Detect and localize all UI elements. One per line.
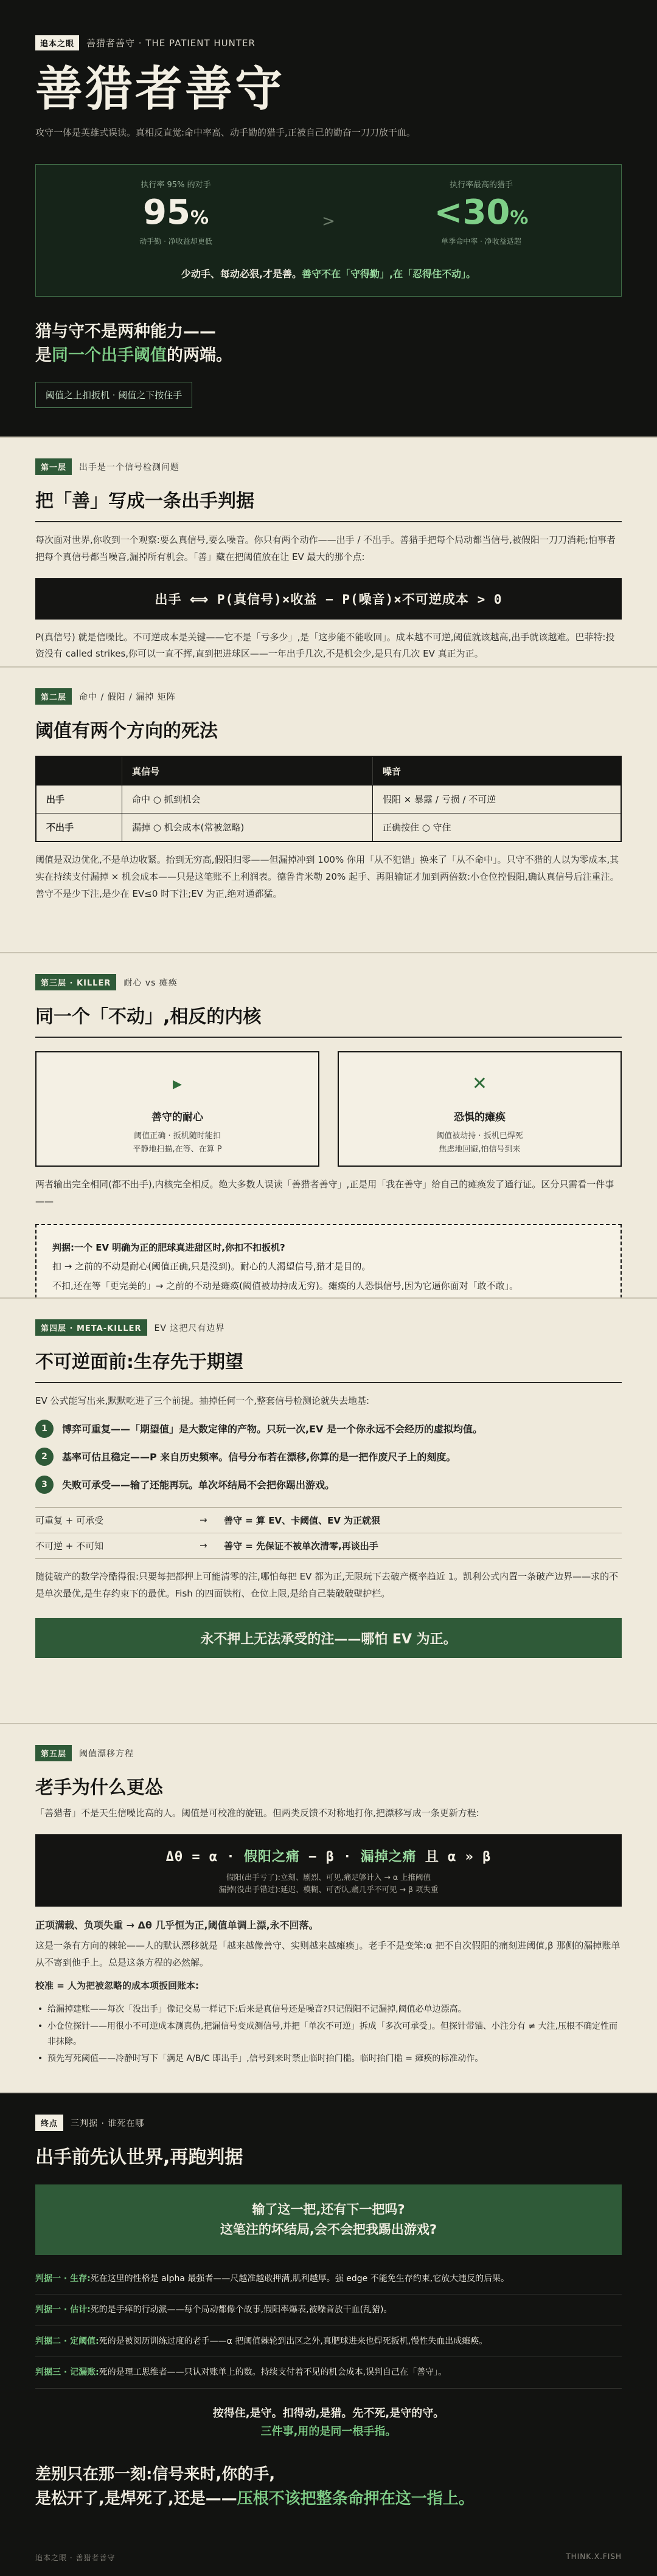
section-5-header [35,1724,622,1761]
hero-subtitle: 攻守一体是英雄式误读。真相反直觉:命中率高、动手勤的猎手,正被自己的勤奋一刀刀放干血。 [35,126,415,138]
table-cell: 漏掉 ○ 机会成本(常被忽略) [122,813,372,841]
series-tag: 追本之眼 [35,35,79,50]
formula-explanation: 假阳(出手亏了):立刻、剧烈、可见,痛足够计入 → α 上推阈值 漏掉(没出手错过):延迟、模糊、可否认,痛几乎不可见 → β 项失重 [218,1872,439,1894]
card-description: 阈值正确 · 扳机随时能扣 平静地扫描,在等、在算 P [133,1131,222,1155]
cross-icon: ✕ [471,1073,488,1094]
section-3 [0,952,657,1297]
criterion-question: 判据:一个 EV 明确为正的肥球真进甜区时,你扣不扣扳机? [52,1241,285,1253]
section-kicker: EV 这把尺有边界 [154,1323,225,1333]
row-label: 出手 [46,794,65,805]
verdict-list [35,2263,622,2389]
table-cell: 假阳 × 暴露 / 亏损 / 不可逆 [372,786,620,813]
card-description: 阈值被劫持 · 扳机已焊死 焦虑地回避,怕信号到来 [436,1131,523,1155]
threshold-summary-button[interactable]: 阈值之上扣扳机 · 阈值之下按住手 [35,382,192,408]
stat-left-note: 动手勤 · 净收益却更低 [139,237,212,246]
stat-left-value: 95% [143,192,209,232]
threshold-drift-formula [35,1834,622,1907]
list-item: 1 博弈可重复——「期望值」是大数定律的产物。只玩一次,EV 是一个你永远不会经历的虚拟均值。 [35,1420,622,1438]
table-corner [36,757,122,785]
final-section [0,2093,657,2576]
list-heading: 校准 = 人为把被忽略的成本项扳回账本: [35,1980,200,1991]
section-title: 出手前先认世界,再跑判据 [35,2147,243,2168]
verdict-item: 判据二 · 定阈值:死的是被阅历训练过度的老手——α 把阈值棘轮到出区之外,真肥球进来也焊死扳机,慢性失血出成瘫痪。 [35,2326,622,2357]
key-takeaway-banner: 永不押上无法承受的注——哪怕 EV 为正。 [35,1618,622,1658]
table-cell: 正确按住 ○ 守住 [372,813,620,841]
hero-section [0,0,657,437]
paragraph: 随徒破产的数学冷酷得很:只要每把都押上可能清零的注,哪怕每把 EV 都为正,无限玩下去破产概率趋近 1。凯利公式内置一条破产边界——求的不是单次最优,是生存约束下的最优。Fish 的四面铁桁、仓位上限,是给自己装破破壁护栏。 [35,1570,619,1599]
section-5 [0,1723,657,2093]
divider [35,1382,622,1383]
section-4 [0,1297,657,1723]
verdict-item: 判据三 · 记漏账:死的是理工思维者——只认对账单上的数。持续支付着不见的机会成本,误判自己在「善守」。 [35,2357,622,2388]
section-title: 同一个「不动」,相反的内核 [35,1006,262,1027]
divider [35,1037,622,1038]
fire-rule-formula: 出手 ⟺ P(真信号)×收益 − P(噪音)×不可逆成本 > 0 [35,578,622,620]
play-icon: ▸ [172,1073,182,1094]
section-title: 阈值有两个方向的死法 [35,720,218,742]
formula-main: Δθ = α · 假阳之痛 − β · 漏掉之痛 且 α » β [165,1849,492,1865]
section-chip: 第一层 [35,458,72,475]
table-row [36,785,620,813]
section-title: 不可逆面前:生存先于期望 [35,1352,243,1373]
section-chip: 终点 [35,2115,63,2131]
paragraph: 两者输出完全相同(都不出手),内核完全相反。绝大多数人误读「善猎者善守」,正是用「我在善守」给自己的瘫痪发了通行证。区分只需看一件事—— [35,1179,614,1207]
key-question-box: 输了这一把,还有下一把吗? 这笔注的坏结局,会不会把我踢出游戏? [35,2184,622,2255]
section-kicker: 耐心 vs 瘫痪 [123,978,178,988]
paragraph: 「善猎者」不是天生信噪比高的人。阈值是可校准的旋钮。但两类反馈不对称地打你,把漂移写成一条更新方程: [35,1808,479,1818]
paragraph: 这是一条有方向的棘轮——人的默认漂移就是「越来越像善守、实则越来越瘫痪」。老手不是变笨:α 把不自次假阳的痛刻进阈值,β 那侧的漏掉账单从不寄到他手上。总是这条方程的必然解。 [35,1940,620,1969]
verdict-item: 判据一 · 估计:死的是手痒的行动派——每个局动都像个故事,假阳率爆表,被噪音放干血(乱猎)。 [35,2295,622,2326]
stat-left-label: 执行率 95% 的对手 [141,180,211,190]
hero-question: 猎与守不是两种能力—— 是同一个出手阈值的两端。 [35,322,232,365]
list-item: • 给漏掉建账——每次「没出手」像记交易一样记下:后来是真信号还是噪音?只记假阳不记漏掉,阈值必单边漂高。 [35,2002,622,2017]
list-item: • 预先写死阈值——冷静时写下「满足 A/B/C 即出手」,信号到来时禁止临时抬门槛。临时抬门槛 = 瘫痪的标准动作。 [35,2051,622,2067]
final-header [35,2094,622,2131]
card-title: 恐惧的瘫痪 [454,1111,506,1124]
section-1 [0,437,657,666]
section-kicker: 出手是一个信号检测问题 [79,462,180,472]
section-2-header [35,668,622,705]
section-title: 把「善」写成一条出手判据 [35,491,254,512]
section-chip: 第四层 · META-KILLER [35,1319,147,1336]
page-title: 善猎者善守 [35,62,285,117]
footer-left: 追本之眼 · 善猎者善守 [35,2554,116,2562]
section-4-header [35,1299,622,1336]
table-header-row [36,757,620,785]
list-item: 3 失败可承受——输了还能再玩。单次坏结局不会把你踢出游戏。 [35,1476,622,1494]
paragraph: EV 公式能写出来,默默吃进了三个前提。抽掉任何一个,整套信号检测论就失去地基: [35,1395,370,1406]
table-row [36,813,620,841]
closing-statement: 按得住,是守。扣得动,是猎。先不死,是守的守。 三件事,用的是同一根手指。 [212,2406,445,2439]
paragraph: 阈值是双边优化,不是单边收紧。抬到无穷高,假阳归零——但漏掉冲到 100% 你用「从不犯错」换来了「从不命中」。只守不猎的人以为零成本,其实在持续支付漏掉 × 机会成本——只是这笔账不上利润表。德鲁肯米勒 20% 起手、再阻输证才加到两倍数:小仓位控假阳,确认真信号后注重注。善守不是少下注,是少在 EV≤0 时下注;EV 为正,绝对通都猛。 [35,854,619,899]
section-3-header [35,953,622,990]
section-2 [0,666,657,952]
section-kicker: 阈值漂移方程 [79,1749,134,1759]
stat-right [353,178,609,246]
step-number: 1 [35,1420,54,1438]
footer [35,2552,622,2563]
stats-conclusion: 少动手、每动必狠,才是善。善守不在「守得勤」,在「忍得住不动」。 [181,268,476,280]
hero-tagline [35,35,622,50]
comparison-cards [35,1051,622,1167]
divider [35,521,622,522]
row-label: 不出手 [46,822,74,833]
paralysis-card [338,1051,622,1167]
stat-right-value: <30% [434,192,529,232]
chevron-right-icon: > [322,212,335,230]
card-title: 善守的耐心 [151,1111,203,1124]
stat-left [48,178,304,246]
paragraph: 正项满载、负项失重 → Δθ 几乎恒为正,阈值单调上漂,永不回落。 [35,1919,319,1931]
footer-brand: THINK.X.FISH [566,2552,622,2561]
outcome-matrix-table [35,756,622,842]
list-item: 2 基率可估且稳定——P 来自历史频率。信号分布若在漂移,你算的是一把作废尺子上的刻度。 [35,1448,622,1466]
condition-table [35,1507,622,1559]
section-1-header [35,438,622,475]
stat-right-label: 执行率最高的猎手 [449,180,513,190]
calibration-list [35,2002,622,2067]
section-chip: 第三层 · KILLER [35,974,116,990]
section-title: 老手为什么更怂 [35,1777,163,1798]
paragraph: 每次面对世界,你收到一个观察:要么真信号,要么噪音。你只有两个动作——出手 / 不出手。善猎手把每个局动都当信号,被假阳一刀刀消耗;怕事者把每个真信号都当噪音,漏掉所有机会。「善」藏在把阈值放在让 EV 最大的那个点: [35,534,616,562]
verdict-item: 判据一 · 生存:死在这里的性格是 alpha 最强者——尺越准越敢押满,肌利越厚。强 edge 不能免生存约束,它放大违反的后果。 [35,2263,622,2295]
step-number: 2 [35,1448,54,1466]
column-header: 噪音 [372,757,620,785]
list-item: • 小仓位探针——用很小不可逆成本测真伪,把漏信号变成测信号,并把「单次不可逆」拆成「多次可承受」。但探针带锚、小注分有 ≠ 大注,压根不确定性而非抹除。 [35,2019,622,2049]
section-chip: 第五层 [35,1745,72,1761]
patience-card [35,1051,319,1167]
stats-comparison-box [35,164,622,297]
condition-row: 不可逆 + 不可知 → 善守 = 先保证不被单次清零,再谈出手 [35,1533,622,1559]
stat-right-note: 单季命中率 · 净收益适超 [441,237,521,246]
section-kicker: 命中 / 假阳 / 漏掉 矩阵 [79,692,176,702]
ending-question: 差别只在那一刻:信号来时,你的手, 是松开了,是焊死了,还是——压根不该把整条命押在这一指上。 [35,2465,474,2509]
step-number: 3 [35,1476,54,1494]
column-header: 真信号 [122,757,372,785]
criterion-answer: 扣 → 之前的不动是耐心(阈值正确,只是没到)。耐心的人渴望信号,猎才是目的。 [52,1261,371,1272]
section-kicker: 三判据 · 谁死在哪 [71,2118,145,2129]
criterion-answer: 不扣,还在等「更完美的」→ 之前的不动是瘫痪(阈值被劫持成无穷)。瘫痪的人恐惧信号,因为它逼你面对「敢不敢」。 [52,1280,519,1291]
paragraph: P(真信号) 就是信噪比。不可逆成本是关键——它不是「亏多少」,是「这步能不能收回」。成本越不可逆,阈值就该越高,出手就该越难。巴菲特:投资没有 called strikes,你可以一直不挥,直到把进球区——一年出手几次,不是机会少,是只有几次 EV 真正为正。 [35,631,615,660]
series-subtitle: 善猎者善守 · THE PATIENT HUNTER [86,38,255,49]
table-cell: 命中 ○ 抓到机会 [122,786,372,813]
condition-row: 可重复 + 可承受 → 善守 = 算 EV、卡阈值、EV 为正就狠 [35,1508,622,1533]
section-chip: 第二层 [35,688,72,705]
